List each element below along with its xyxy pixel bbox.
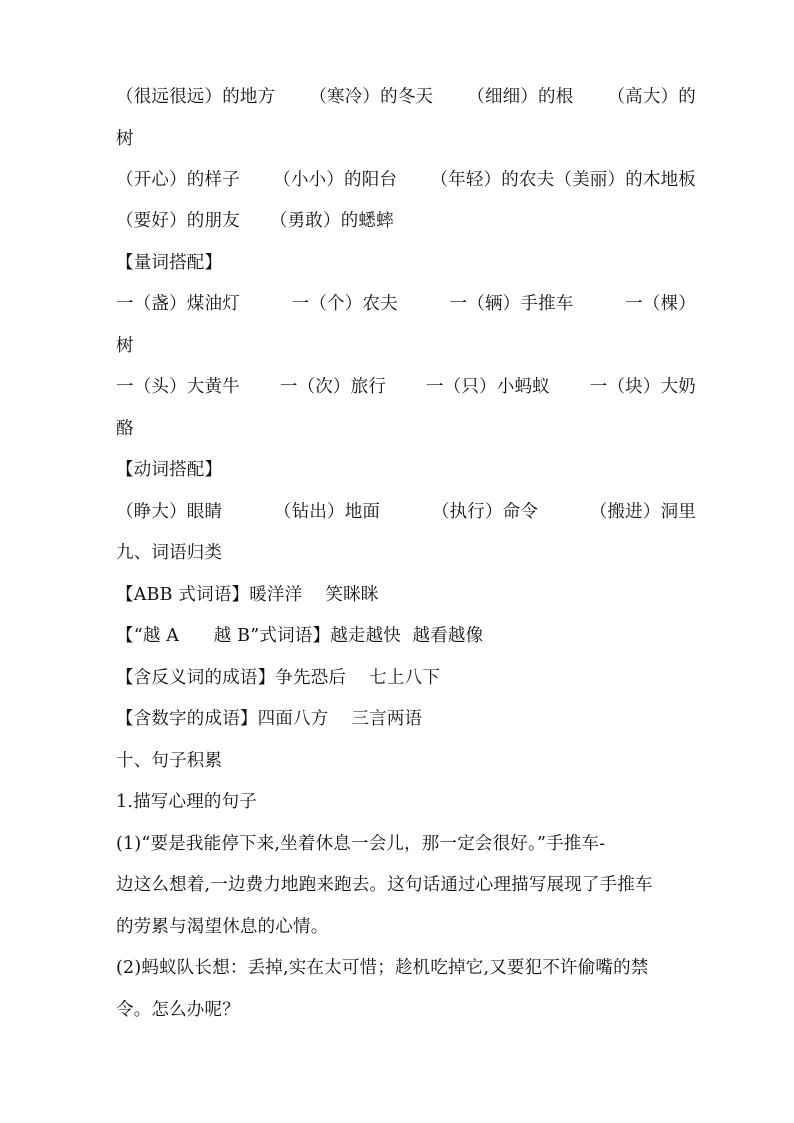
subheading-psychology-sentences: 1.描写心理的句子 [116,792,257,812]
measure-pair: 一（个）农夫 [291,294,398,314]
measure-row-1 [116,292,696,316]
adj-pair-row-1-continued: 树 [116,129,134,149]
adj-pair: （高大）的 [607,87,696,107]
section-ten-heading: 十、句子积累 [116,751,223,771]
measure-pair: 一（棵） [625,294,696,314]
verb-pair: （搬进）洞里 [589,502,696,522]
adj-pair: （开心）的样子 [116,170,240,190]
verb-pair: （执行）命令 [431,502,539,522]
yue-words-line: 【“越 A 越 B”式词语】越走越快 越看越像 [116,626,484,646]
adj-pair-row-3 [116,209,696,233]
verb-row-1 [116,500,696,524]
measure-pair: 一（只）小蚂蚁 [425,377,550,397]
adj-pair-row-1 [116,85,696,109]
measure-row-1-continued: 树 [116,336,134,356]
sentence-1-line-1: (1)“要是我能停下来,坐着休息一会儿，那一定会很好。”手推车- [116,834,606,854]
sentence-1-line-2: 边这么想着,一边费力地跑来跑去。这句话通过心理描写展现了手推车 [116,875,653,895]
adj-pair: （细细）的根 [467,87,574,107]
number-idioms-line: 【含数字的成语】四面八方 三言两语 [116,709,423,729]
verb-heading: 【动词搭配】 [116,460,223,480]
adj-pair: （很远很远）的地方 [116,87,276,107]
adj-pair: （勇敢）的蟋蟀 [269,211,394,231]
measure-pair: 一（块）大奶 [589,377,696,397]
adj-pair-row-2 [116,168,696,192]
verb-pair: （睁大）眼睛 [116,502,223,522]
adj-pair: （小小）的阳台 [273,170,398,190]
measure-row-2-continued: 酪 [116,419,134,439]
verb-pair: （钻出）地面 [273,502,381,522]
sentence-1-line-3: 的劳累与渴望休息的心情。 [116,917,329,937]
sentence-2-line-1: (2)蚂蚁队长想：丢掉,实在太可惜；趁机吃掉它,又要犯不许偷嘴的禁 [116,958,649,978]
section-nine-heading: 九、词语归类 [116,543,223,563]
adj-pair: （要好）的朋友 [116,211,240,231]
measure-pair: 一（头）大黄牛 [116,377,240,397]
adj-pair: （寒冷）的冬天 [309,87,434,107]
measure-pair: 一（辆）手推车 [449,294,574,314]
measure-pair: 一（盏）煤油灯 [116,294,240,314]
adj-pair: （年轻）的农夫（美丽）的木地板 [430,170,696,190]
measure-row-2 [116,375,696,399]
measure-pair: 一（次）旅行 [279,377,387,397]
abb-words-line: 【ABB 式词语】暖洋洋 笑眯眯 [116,585,379,605]
sentence-2-line-2: 令。怎么办呢？ [116,1000,240,1020]
antonym-idioms-line: 【含反义词的成语】争先恐后 七上八下 [116,668,440,688]
measure-word-heading: 【量词搭配】 [116,253,223,273]
